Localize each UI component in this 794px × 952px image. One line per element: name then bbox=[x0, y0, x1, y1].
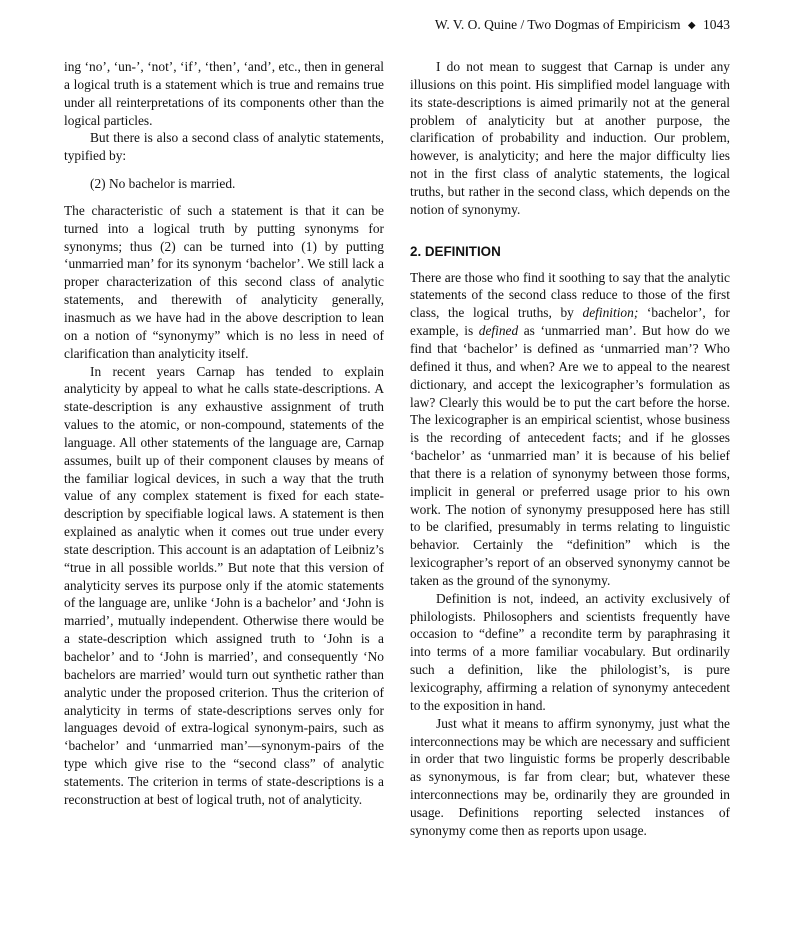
paragraph: I do not mean to suggest that Carnap is under any illusions on this point. His simplified model language with its state-descriptions is aimed primarily not at the general problem of analyticity but at another purpose, the clarification of probability and induction. Our problem, however, is analyticity; and here the major difficulty lies not in the first class of analytic statements, the logical truths, but rather in the second class, which depends on the notion of synonymy. bbox=[410, 59, 730, 217]
section-heading: 2. DEFINITION bbox=[410, 243, 501, 259]
header-separator: / bbox=[520, 17, 525, 32]
left-column bbox=[64, 58, 384, 809]
running-head bbox=[435, 17, 730, 33]
header-author: W. V. O. Quine bbox=[434, 17, 518, 32]
numbered-example: (2) No bachelor is married. bbox=[90, 176, 236, 192]
paragraph: In recent years Carnap has tended to explain analyticity by appeal to what he calls state-descriptions. A state-description is any exhaustive assignment of truth values to the atomic, or non-compound, statements of the language. All other statements of the language are, Carnap assumes, built up of their component clauses by means of the familiar logical devices, in such a way that the truth value of any complex statement is fixed for each state-description by specifiable logical laws. A statement is then explained as analytic when it comes out true under every state description. This account is an adaptation of Leibniz’s “true in all possible worlds.” But note that this version of analyticity serves its purpose only if the atomic statements of the language are, unlike ‘John is a bachelor’ and ‘John is married’, mutually independent. Otherwise there would be a state-description which assigned truth to ‘John is a bachelor’ and to ‘John is married’, and consequently ‘No bachelors are married’ would turn out synthetic rather than analytic under the proposed criterion. Thus the criterion of analyticity in terms of state-descriptions serves only for languages devoid of extra-logical synonym-pairs, such as ‘bachelor’ and ‘unmarried man’—synonym-pairs of the type which give rise to the “second class” of analytic statements. The criterion in terms of state-descriptions is a reconstruction at best of logical truth, not of analyticity. bbox=[64, 363, 384, 807]
emphasis-defined: defined bbox=[478, 323, 519, 339]
paragraph bbox=[410, 269, 730, 590]
right-column bbox=[410, 58, 730, 840]
paragraph: But there is also a second class of analytic statements, typified by: bbox=[64, 130, 384, 164]
paragraph: Just what it means to affirm synonymy, just what the interconnections may be which are necessary and sufficient in order that two linguistic forms be properly describable as synonymous, is far from clear; but, whatever these interconnections may be, ordinarily they are grounded in usage. Definitions reporting selected instances of synonymy come then as reports upon usage. bbox=[410, 715, 730, 838]
header-title: Two Dogmas of Empiricism bbox=[527, 17, 681, 32]
paragraph: Definition is not, indeed, an activity exclusively of philologists. Philosophers and scientists frequently have occasion to “define” a recondite term by paraphrasing it into terms of a more familiar vocabulary. But ordinarily such a definition, like the philologist’s, is pure lexicography, affirming a relation of synonymy antecedent to the exposition in hand. bbox=[410, 590, 730, 713]
text-run: as ‘unmarried man’. But how do we find that ‘bachelor’ is defined as ‘unmarried man’? Who defined it thus, and when? Are we to appeal to the nearest dictionary, and accept the lexicographer’s formulation as law? Clearly this would be to put the cart before the horse. The lexicographer is an empirical scientist, whose business is the recording of antecedent facts; and if he glosses ‘bachelor’ as ‘unmarried man’ it is because of his belief that there is a relation of synonymy between those forms, implicit in general or preferred usage prior to his own work. The notion of synonymy presupposed here has still to be clarified, presumably in terms relating to linguistic behavior. Certainly the “definition” which is the lexicographer’s report of an observed synonymy cannot be taken as the ground of the synonymy. bbox=[410, 323, 730, 588]
text-run: ‘bachelor’, for example, is bbox=[410, 305, 731, 339]
page-number: 1043 bbox=[703, 17, 730, 32]
text-run: There are those who find it soothing to say that the analytic statements of the second class reduce to those of the first class, the logical truths, by bbox=[410, 269, 730, 321]
diamond-ornament-icon: ◆ bbox=[687, 20, 696, 31]
paragraph: The characteristic of such a statement is that it can be turned into a logical truth by putting synonyms for synonyms; thus (2) can be turned into (1) by putting ‘unmarried man’ for its synonym ‘bachelor’. We still lack a proper characterization of this second class of analytic statements, and therewith of analyticity generally, inasmuch as we have had in the above description to lean on a notion of “synonymy” which is no less in need of clarification than analyticity itself. bbox=[64, 202, 384, 361]
emphasis-definition: definition; bbox=[582, 305, 639, 321]
paragraph: ing ‘no’, ‘un-’, ‘not’, ‘if’, ‘then’, ‘and’, etc., then in general a logical truth is a statement which is true and remains true under all reinterpretations of its components other than the logical particles. bbox=[64, 59, 384, 128]
